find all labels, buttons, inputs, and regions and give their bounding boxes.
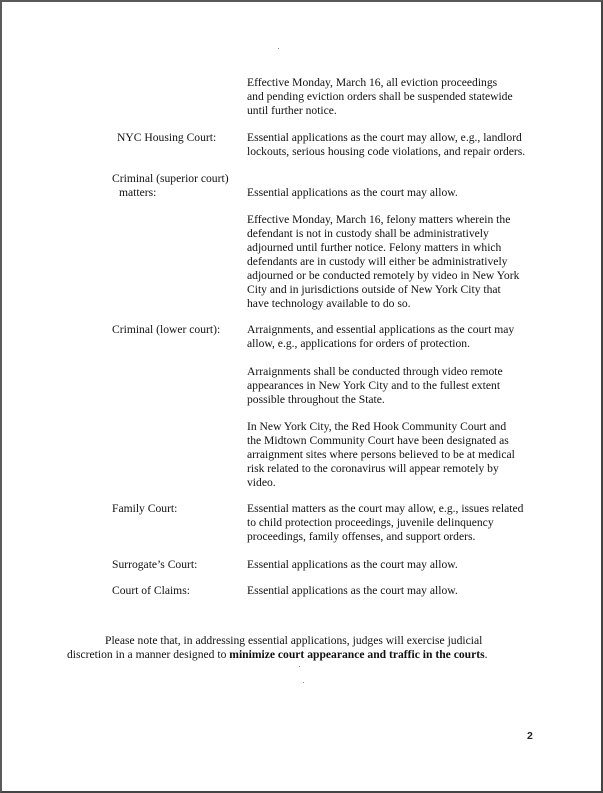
felony-text-line: have technology available to do so. <box>247 297 411 310</box>
felony-text-line: defendant is not in custody shall be administratively <box>247 227 489 240</box>
court-of-claims-text: Essential applications as the court may allow. <box>247 584 458 597</box>
court-of-claims-label: Court of Claims: <box>112 584 190 597</box>
housing-court-text: lockouts, serious housing code violations, and repair orders. <box>247 145 526 158</box>
eviction-text-line: Effective Monday, March 16, all eviction proceedings <box>247 76 498 89</box>
felony-text-line: City and in jurisdictions outside of New York City that <box>247 283 501 296</box>
housing-court-text: Essential applications as the court may allow, e.g., landlord <box>247 131 522 144</box>
felony-text-line: adjourned or be conducted remotely by video in New York <box>247 269 520 282</box>
criminal-lower-text: allow, e.g., applications for orders of protection. <box>247 337 471 350</box>
family-court-label: Family Court: <box>112 502 178 515</box>
felony-text-line: adjourned until further notice. Felony matters in which <box>247 241 502 254</box>
scan-speck <box>299 666 300 667</box>
scan-speck <box>303 682 304 683</box>
eviction-text-line: and pending eviction orders shall be suspended statewide <box>247 90 513 103</box>
criminal-superior-text: Essential applications as the court may allow. <box>247 186 458 199</box>
eviction-text-line: until further notice. <box>247 104 337 117</box>
criminal-lower-label: Criminal (lower court): <box>112 323 221 336</box>
felony-text-line: Effective Monday, March 16, felony matters wherein the <box>247 213 511 226</box>
scan-speck <box>278 48 279 49</box>
family-court-text: Essential matters as the court may allow, e.g., issues related <box>247 502 524 515</box>
arraignment-text-line: Arraignments shall be conducted through video remote <box>247 365 503 378</box>
criminal-superior-label: Criminal (superior court) <box>112 172 229 185</box>
surrogate-court-label: Surrogate’s Court: <box>112 558 198 571</box>
closing-note-line2 <box>67 648 488 662</box>
criminal-lower-text: Arraignments, and essential applications as the court may <box>247 323 515 336</box>
felony-text-line: defendants are in custody will either be administratively <box>247 255 508 268</box>
arraignment-text-line: possible throughout the State. <box>247 393 385 406</box>
housing-court-label: NYC Housing Court: <box>117 131 217 144</box>
closing-note-text: discretion in a manner designed to <box>67 648 230 661</box>
arraignment-text-line: appearances in New York City and to the fullest extent <box>247 379 501 392</box>
surrogate-court-text: Essential applications as the court may allow. <box>247 558 458 571</box>
closing-note-period: . <box>484 648 488 661</box>
family-court-text: proceedings, family offenses, and support orders. <box>247 530 476 543</box>
family-court-text: to child protection proceedings, juvenile delinquency <box>247 516 494 529</box>
arraignment-sites-line: video. <box>247 476 276 489</box>
arraignment-sites-line: arraignment sites where persons believed to be at medical <box>247 448 515 461</box>
arraignment-sites-line: the Midtown Community Court have been designated as <box>247 434 509 447</box>
criminal-superior-label: matters: <box>119 186 157 199</box>
arraignment-sites-line: risk related to the coronavirus will appear remotely by <box>247 462 499 475</box>
page-number: 2 <box>527 730 533 742</box>
arraignment-sites-line: In New York City, the Red Hook Community Court and <box>247 420 507 433</box>
closing-note-emphasis: minimize court appearance and traffic in the courts <box>229 648 485 661</box>
closing-note-line1: Please note that, in addressing essential applications, judges will exercise judicial <box>105 634 483 647</box>
